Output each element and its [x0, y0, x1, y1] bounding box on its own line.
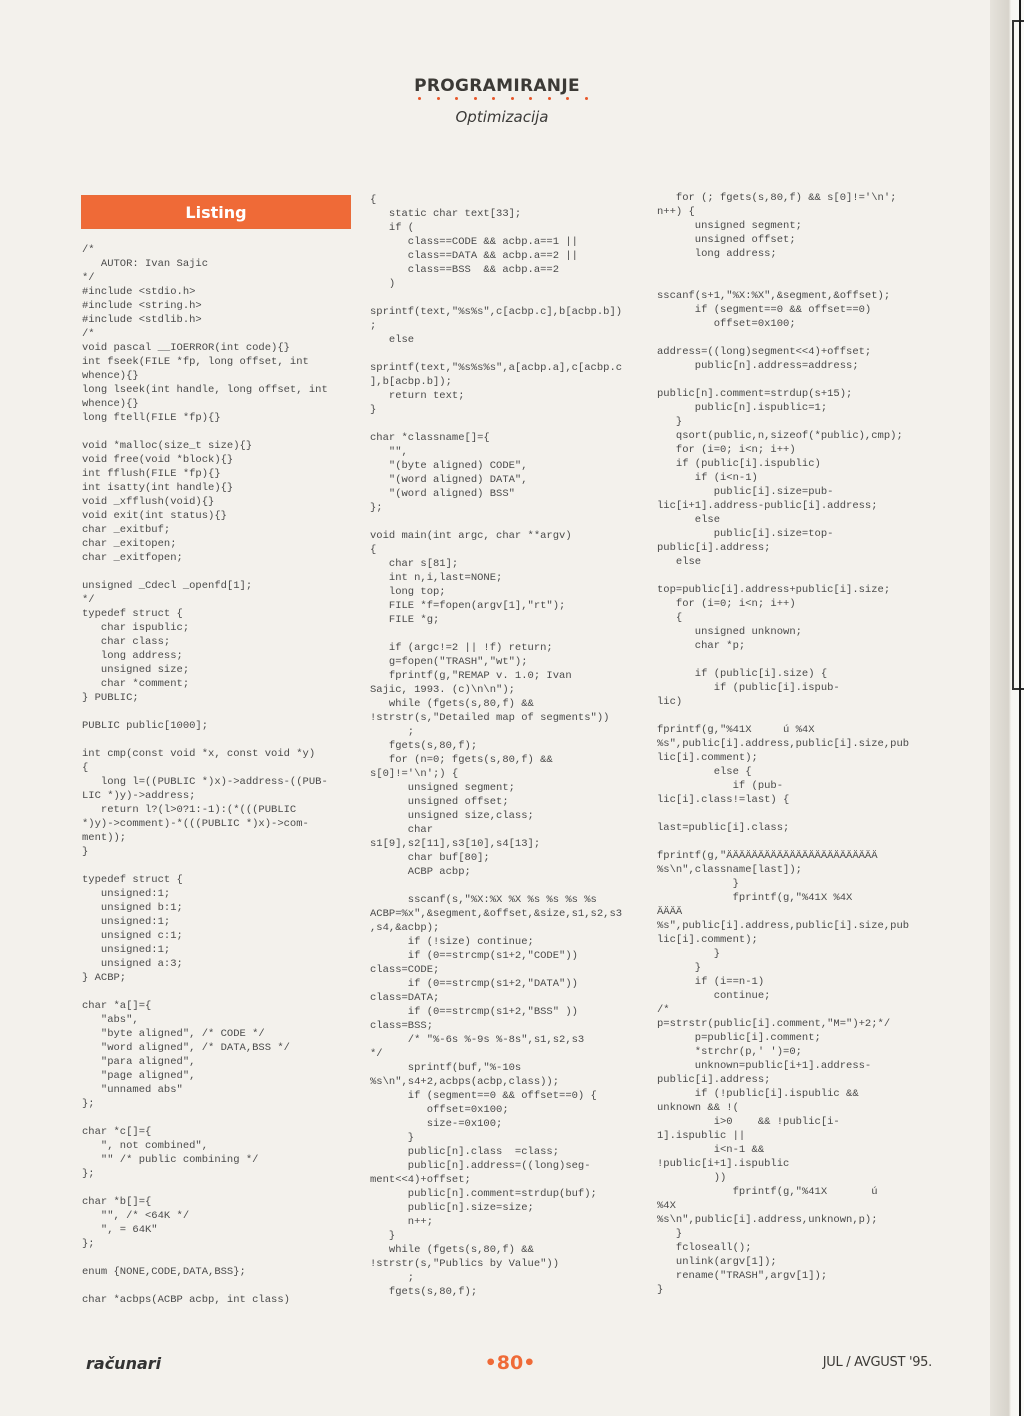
listing-heading: Listing: [82, 196, 350, 228]
adjacent-page-rule: [1019, 0, 1021, 1416]
code-column-right: for (; fgets(s,80,f) && s[0]!='\n'; n++) { unsigned segment; unsigned offset; long address; sscanf(s+1,"%X:%X",&segment,&offset); if (segment==0 && offset==0) offset=0x100; address=((long)segment<<4)+offset; public[n].address=address; public[n].comment=strdup(s+15); public[n].ispublic=1; } qsort(public,n,sizeof(*public),cmp); for (i=0; i<n; i++) if (public[i].ispublic) if (i<n-1) public[i].size=pub- lic[i+1].address-public[i].address; else public[i].size=top- public[i].address; else top=public[i].address+public[i].size; for (i=0; i<n; i++) { unsigned unknown; char *p; if (public[i].size) { if (public[i].ispub- lic) fprintf(g,"%41X ú %4X %s",public[i].address,public[i].size,pub lic[i].comment); else { if (pub- lic[i].class!=last) { last=public[i].class; fprintf(g,"ÄÄÄÄÄÄÄÄÄÄÄÄÄÄÄÄÄÄÄÄÄÄÄÄ %s\n",classname[last]); } fprintf(g,"%41X %4X ÄÄÄÄ %s",public[i].address,public[i].size,pub lic[i].comment); } } if (i==n-1) continue; /* p=strstr(public[i].comment,"M=")+2;*/ p=public[i].comment; *strchr(p,' ')=0; unknown=public[i+1].address- public[i].address; if (!public[i].ispublic && unknown && !( i>0 && !public[i- 1].ispublic || i<n-1 && !public[i+1].ispublic )) fprintf(g,"%41X ú %4X %s\n",public[i].address,unknown,p); } fcloseall(); unlink(argv[1]); rename("TRASH",argv[1]); }: [657, 192, 910, 1296]
section-subtitle: Optimizacija: [455, 108, 549, 126]
magazine-name: računari: [86, 1354, 162, 1373]
code-column-middle: { static char text[33]; if ( class==CODE && acbp.a==1 || class==DATA && acbp.a==2 || class==BSS && acbp.a==2 ) sprintf(text,"%s%s",c[acbp.c],b[acbp.b]) ; else sprintf(text,"%s%s%s",a[acbp.a],c[acbp.c ],b[acbp.b]); return text; } char *classname[]={ "", "(byte aligned) CODE", "(word aligned) DATA", "(word aligned) BSS" }; void main(int argc, char **argv) { char s[81]; int n,i,last=NONE; long top; FILE *f=fopen(argv[1],"rt"); FILE *g; if (argc!=2 || !f) return; g=fopen("TRASH","wt"); fprintf(g,"REMAP v. 1.0; Ivan Sajic, 1993. (c)\n\n"); while (fgets(s,80,f) && !strstr(s,"Detailed map of segments")) ; fgets(s,80,f); for (n=0; fgets(s,80,f) && s[0]!='\n';) { unsigned segment; unsigned offset; unsigned size,class; char s1[9],s2[11],s3[10],s4[13]; char buf[80]; ACBP acbp; sscanf(s,"%X:%X %X %s %s %s %s ACBP=%x",&segment,&offset,&size,s1,s2,s3 ,s4,&acbp); if (!size) continue; if (0==strcmp(s1+2,"CODE")) class=CODE; if (0==strcmp(s1+2,"DATA")) class=DATA; if (0==strcmp(s1+2,"BSS" )) class=BSS; /* "%-6s %-9s %-8s",s1,s2,s3 */ sprintf(buf,"%-10s %s\n",s4+2,acbps(acbp,class)); if (segment==0 && offset==0) { offset=0x100; size-=0x100; } public[n].class =class; public[n].address=((long)seg- ment<<4)+offset; public[n].comment=strdup(buf); public[n].size=size; n++; } while (fgets(s,80,f) && !strstr(s,"Publics by Value")) ; fgets(s,80,f);: [370, 194, 623, 1298]
page-number: •80•: [484, 1352, 536, 1374]
issue-date: JUL / AVGUST '95.: [822, 1355, 932, 1370]
code-column-left: /* AUTOR: Ivan Sajic */ #include <stdio.h> #include <string.h> #include <stdlib.h> /* void pascal __IOERROR(int code){} int fseek(FILE *fp, long offset, int whence){} long lseek(int handle, long offset, int whence){} long ftell(FILE *fp){} void *malloc(size_t size){} void free(void *block){} int fflush(FILE *fp){} int isatty(int handle){} void _xfflush(void){} void exit(int status){} char _exitbuf; char _exitopen; char _exitfopen; unsigned _Cdecl _openfd[1]; */ typedef struct { char ispublic; char class; long address; unsigned size; char *comment; } PUBLIC; PUBLIC public[1000]; int cmp(const void *x, const void *y) { long l=((PUBLIC *)x)->address-((PUB- LIC *)y)->address; return l?(l>0?1:-1):(*(((PUBLIC *)y)->comment)-*(((PUBLIC *)x)->com- ment)); } typedef struct { unsigned:1; unsigned b:1; unsigned:1; unsigned c:1; unsigned:1; unsigned a:3; } ACBP; char *a[]={ "abs", "byte aligned", /* CODE */ "word aligned", /* DATA,BSS */ "para aligned", "page aligned", "unnamed abs" }; char *c[]={ ", not combined", "" /* public combining */ }; char *b[]={ "", /* <64K */ ", = 64K" }; enum {NONE,CODE,DATA,BSS}; char *acbps(ACBP acbp, int class): [82, 244, 328, 1306]
adjacent-page-frame: [1012, 20, 1024, 690]
section-title: PROGRAMIRANJE: [414, 76, 580, 96]
title-dots-ornament: [418, 97, 588, 100]
